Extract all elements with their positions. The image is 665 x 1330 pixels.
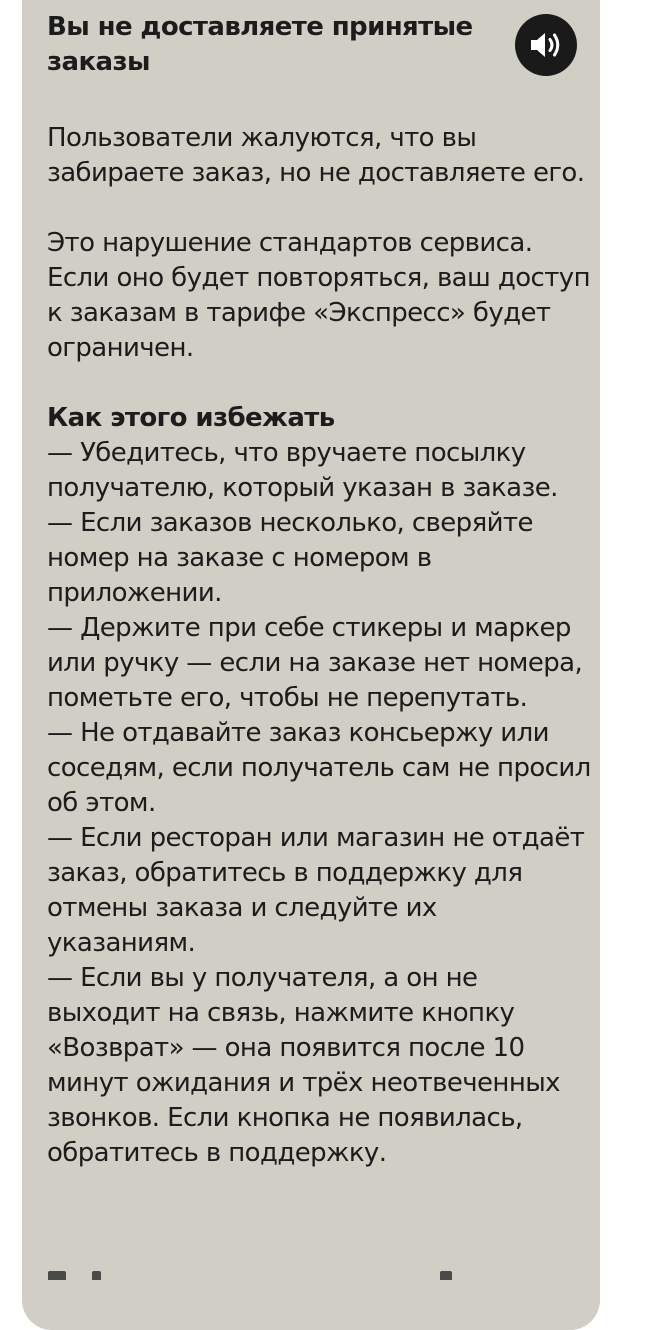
speaker-button[interactable] — [515, 14, 577, 76]
message-body — [47, 121, 592, 1171]
message-bubble — [22, 0, 600, 1330]
message-paragraph-violation: Это нарушение стандартов сервиса. Если оно будет повторяться, ваш доступ к заказам в тарифе «Экспресс» будет ограничен. — [47, 228, 590, 363]
message-paragraph-complaint: Пользователи жалуются, что вы забираете заказ, но не доставляете его. — [47, 123, 585, 188]
tips-section — [47, 401, 592, 1171]
tip-item: — Если вы у получателя, а он не выходит на связь, нажмите кнопку «Возврат» — она появится после 10 минут ожидания и трёх неотвеченных звонков. Если кнопка не появилась, обратитесь в поддержку. — [47, 963, 560, 1168]
tip-item: — Не отдавайте заказ консьержу или соседям, если получатель сам не просил об этом. — [47, 718, 591, 818]
message-header — [47, 10, 577, 80]
message-title: Вы не доставляете принятые заказы — [47, 12, 473, 77]
cut-off-text-fragment — [440, 1271, 452, 1280]
speaker-volume-icon — [528, 30, 564, 60]
tip-item: — Держите при себе стикеры и маркер или ручку — если на заказе нет номера, пометьте его, чтобы не перепутать. — [47, 613, 583, 713]
tip-item: — Убедитесь, что вручаете посылку получателю, который указан в заказе. — [47, 438, 558, 503]
cut-off-text-fragment — [48, 1271, 66, 1280]
tips-list — [47, 436, 592, 1171]
tip-item: — Если ресторан или магазин не отдаёт заказ, обратитесь в поддержку для отмены заказа и следуйте их указаниям. — [47, 823, 585, 958]
tips-heading: Как этого избежать — [47, 403, 335, 433]
tip-item: — Если заказов несколько, сверяйте номер на заказе с номером в приложении. — [47, 508, 533, 608]
cut-off-text-fragment — [92, 1271, 101, 1280]
